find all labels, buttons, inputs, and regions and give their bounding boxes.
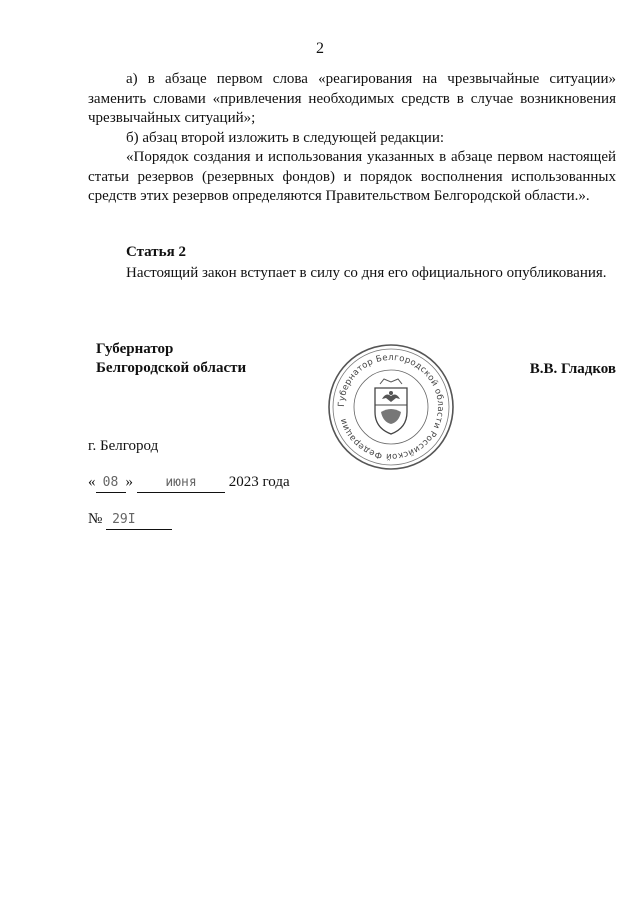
page-number: 2 [316, 40, 324, 57]
svg-text:Губернатор Белгородской област [337, 353, 445, 461]
coat-of-arms-icon [375, 379, 407, 434]
law-number-label: № [88, 511, 103, 527]
amendment-item-b [88, 129, 616, 149]
amendment-item-b-text: б) абзац второй изложить в следующей редакции: [126, 130, 445, 146]
signing-date [88, 474, 290, 493]
amendment-quote-text: «Порядок создания и использования указанных в абзаце первом настоящей статьи резервов (резервных фондов) и порядок восполнения использованных средств этих резервов определяются Правительством Белгородской области.». [88, 149, 616, 205]
amendment-item-a-text: а) в абзаце первом слова «реагирования на чрезвычайные ситуации» заменить словами «привлечения необходимых средств в случае возникновения чрезвычайных ситуаций»; [88, 71, 616, 127]
amendment-item-a [88, 70, 616, 129]
place-of-signing: г. Белгород [88, 438, 159, 454]
article-2-text-body: Настоящий закон вступает в силу со дня его официального опубликования. [126, 265, 607, 281]
signer-name: В.В. Гладков [529, 361, 616, 377]
law-number-value: 29I [106, 512, 172, 530]
seal-circular-text: Губернатор Белгородской области Российской Федерации [336, 352, 446, 462]
date-year: 2023 года [228, 474, 290, 490]
date-open-quote: « [88, 474, 96, 490]
article-2-heading: Статья 2 [126, 244, 186, 260]
article-2-text [88, 264, 616, 284]
signer-title-line1: Губернатор [96, 341, 174, 357]
date-day: 08 [96, 475, 126, 493]
signer-title-line2: Белгородской области [96, 360, 247, 376]
amendment-quote [88, 148, 616, 207]
law-number [88, 511, 172, 530]
date-close-quote: » [125, 474, 133, 490]
official-seal-stamp [326, 342, 456, 472]
date-month: июня [137, 475, 225, 493]
signer-title [96, 340, 246, 378]
